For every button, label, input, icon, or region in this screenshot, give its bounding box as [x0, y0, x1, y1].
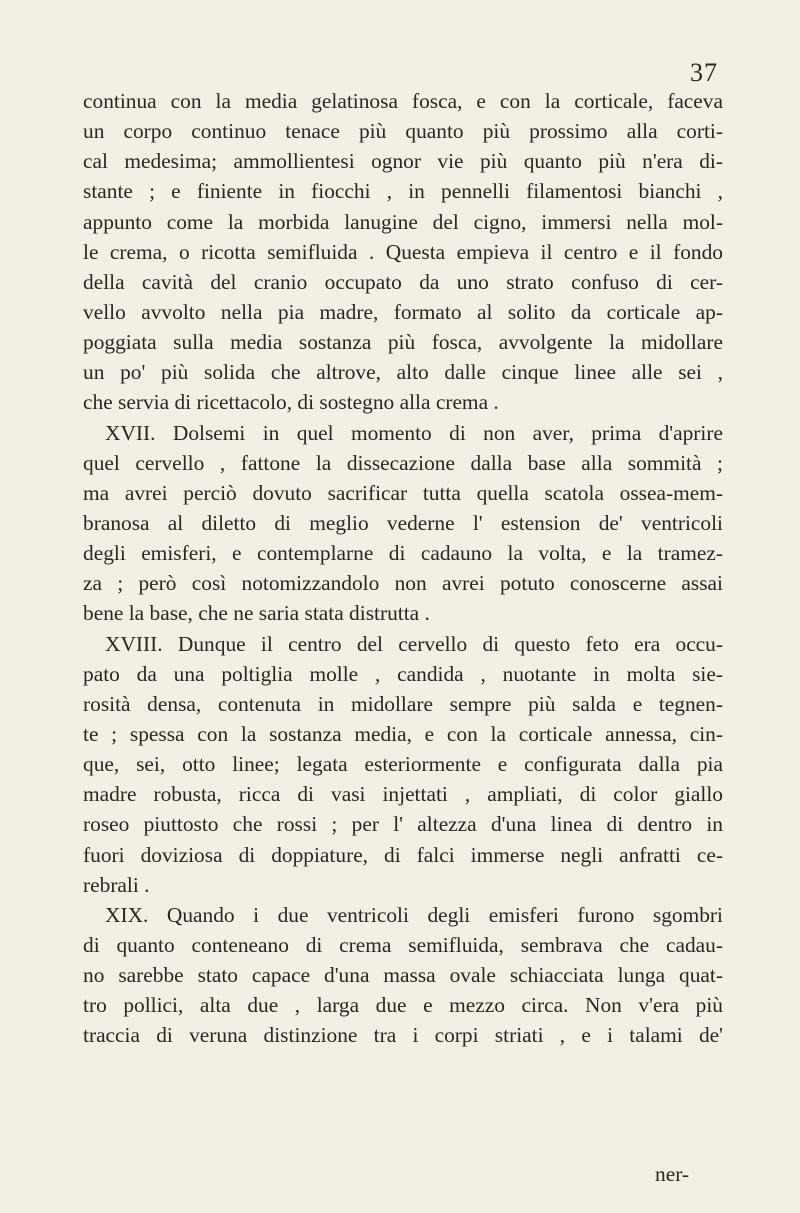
text-line: no sarebbe stato capace d'una massa ovale schiacciata lunga quat-	[83, 963, 723, 988]
text-line: quel cervello , fattone la dissecazione dalla base alla sommità ;	[83, 450, 723, 475]
text-line: cal medesima; ammollientesi ognor vie più quanto più n'era di-	[83, 149, 723, 174]
text-line: XVIII. Dunque il centro del cervello di questo feto era occu-	[105, 631, 723, 656]
text-line: della cavità del cranio occupato da uno strato confuso di cer-	[83, 269, 723, 294]
text-line: degli emisferi, e contemplarne di cadauno la volta, e la tramez-	[83, 541, 723, 566]
text-line: te ; spessa con la sostanza media, e con la corticale annessa, cin-	[83, 721, 723, 746]
text-line: traccia di veruna distinzione tra i corpi striati , e i talami de'	[83, 1023, 723, 1048]
text-line: un corpo continuo tenace più quanto più prossimo alla corti-	[83, 119, 723, 144]
text-line: madre robusta, ricca di vasi injettati , ampliati, di color giallo	[83, 782, 723, 807]
text-line: stante ; e finiente in fiocchi , in pennelli filamentosi bianchi ,	[83, 179, 723, 204]
text-line: branosa al diletto di meglio vederne l' estension de' ventricoli	[83, 510, 723, 535]
text-line: fuori doviziosa di doppiature, di falci immerse negli anfratti ce-	[83, 842, 723, 867]
text-line: que, sei, otto linee; legata esteriormente e configurata dalla pia	[83, 752, 723, 777]
text-line: rosità densa, contenuta in midollare sempre più salda e tegnen-	[83, 691, 723, 716]
text-line: XVII. Dolsemi in quel momento di non aver, prima d'aprire	[105, 420, 723, 445]
text-line: roseo piuttosto che rossi ; per l' altezza d'una linea di dentro in	[83, 812, 723, 837]
text-line: continua con la media gelatinosa fosca, e con la corticale, faceva	[83, 89, 723, 113]
catchword: ner-	[655, 1162, 690, 1186]
text-line: di quanto conteneano di crema semifluida, sembrava che cadau-	[83, 932, 723, 957]
text-line: pato da una poltiglia molle , candida , nuotante in molta sie-	[83, 661, 723, 686]
text-line: appunto come la morbida lanugine del cigno, immersi nella mol-	[83, 209, 723, 234]
text-line: che servia di ricettacolo, di sostegno alla crema .	[83, 390, 499, 415]
text-line: XIX. Quando i due ventricoli degli emisferi furono sgombri	[105, 902, 723, 927]
text-line: za ; però così notomizzandolo non avrei potuto conoscerne assai	[83, 571, 723, 596]
page-number: 37	[690, 58, 718, 87]
text-line: vello avvolto nella pia madre, formato al solito da corticale ap-	[83, 299, 723, 324]
text-line: poggiata sulla media sostanza più fosca, avvolgente la midollare	[83, 330, 723, 355]
text-line: bene la base, che ne saria stata distrutta .	[83, 601, 430, 626]
body-text	[83, 86, 723, 1051]
text-line: rebrali .	[83, 872, 150, 897]
text-line: tro pollici, alta due , larga due e mezzo circa. Non v'era più	[83, 993, 723, 1018]
text-line: le crema, o ricotta semifluida . Questa empieva il centro e il fondo	[83, 239, 723, 264]
text-line: ma avrei perciò dovuto sacrificar tutta quella scatola ossea-mem-	[83, 480, 723, 505]
text-line: un po' più solida che altrove, alto dalle cinque linee alle sei ,	[83, 360, 723, 385]
